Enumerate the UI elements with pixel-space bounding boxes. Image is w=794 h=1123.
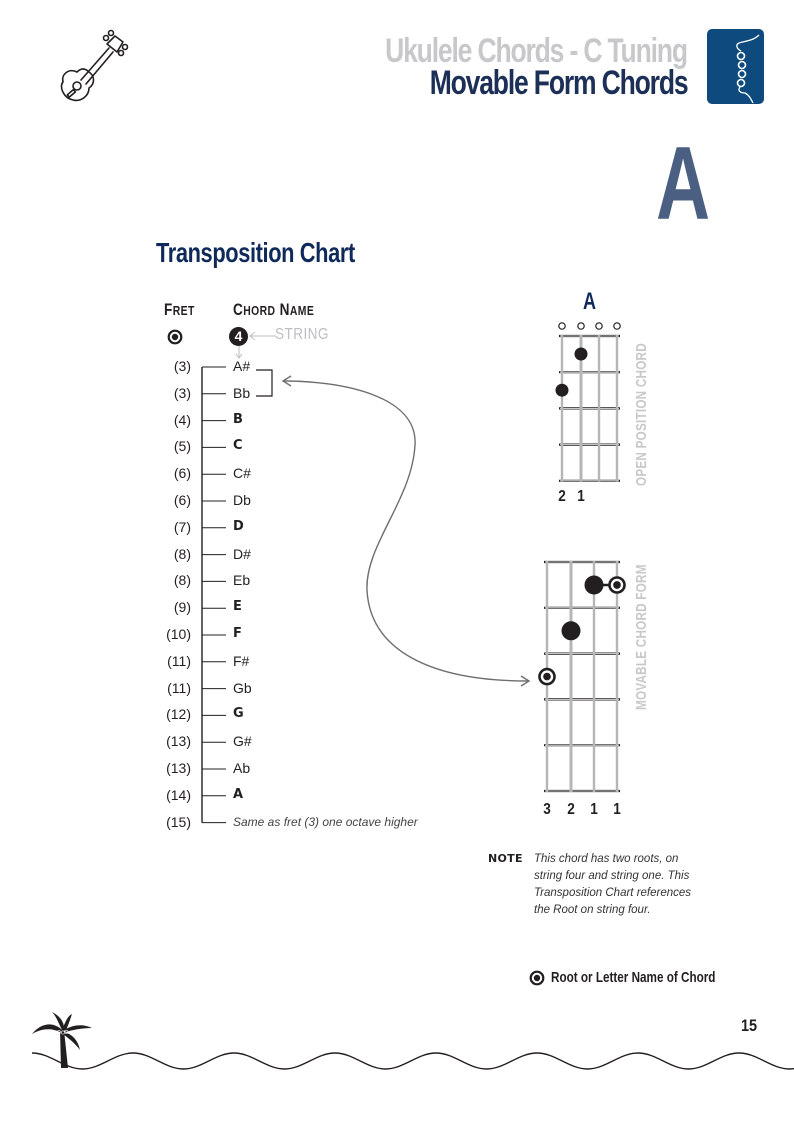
fret-number: (5) — [173, 438, 191, 455]
fret-number: (8) — [173, 545, 191, 562]
chord-name: Bb — [233, 384, 251, 401]
fret-number: (13) — [166, 733, 191, 750]
chord-name: Gb — [233, 679, 252, 696]
name-header-initial: N — [279, 300, 290, 319]
fret-number: (6) — [173, 492, 191, 508]
chord-name: C# — [233, 465, 251, 482]
chord-name: Db — [233, 492, 251, 508]
fret-number: (10) — [166, 626, 191, 642]
chord-name: G# — [233, 733, 252, 750]
note-text: This chord has two roots, on string four and string one. This Transposition Chart references the Root on string four. — [534, 853, 692, 916]
fret-number: (6) — [173, 465, 191, 482]
fret-number: (3) — [173, 358, 191, 374]
fret-number: (14) — [166, 786, 191, 803]
open-string-marker — [596, 323, 602, 329]
root-ring-icon — [529, 970, 545, 986]
finger-number: 2 — [567, 801, 575, 818]
fret-number: (7) — [173, 518, 191, 535]
open-chord-side-label: OPEN POSITION CHORD — [633, 343, 650, 486]
chord-header-rest: HORD — [243, 303, 276, 318]
chord-name: E — [233, 599, 242, 615]
chord-name: B — [233, 411, 243, 427]
chord-name: Ab — [233, 760, 251, 776]
chord-name: F# — [233, 652, 250, 669]
chord-name: Eb — [233, 572, 251, 589]
fret-number: (8) — [173, 572, 191, 589]
finger-dot — [585, 576, 604, 595]
chord-name: A# — [233, 358, 251, 374]
page-number: 15 — [741, 1016, 758, 1035]
chord-name: F — [233, 626, 242, 641]
finger-number: 3 — [543, 801, 551, 818]
chord-name: Same as fret (3) one octave higher — [233, 814, 418, 829]
finger-number: 1 — [577, 488, 585, 505]
name-header-rest: AME — [289, 303, 315, 318]
fret-number: (15) — [166, 813, 191, 830]
finger-number: 1 — [613, 801, 621, 818]
legend-text: Root or Letter Name of Chord — [551, 969, 716, 986]
finger-number: 2 — [558, 488, 566, 505]
finger-dot — [562, 621, 581, 640]
open-chord-title: A — [583, 288, 597, 315]
open-string-marker — [559, 323, 565, 329]
string-number-badge: 4 — [229, 327, 248, 346]
finger-dot — [575, 348, 588, 361]
connector-arrow — [284, 381, 528, 681]
movable-chord-side-label: MOVABLE CHORD FORM — [633, 564, 650, 710]
movable-chord-diagram — [540, 561, 625, 792]
open-chord-diagram — [556, 323, 621, 482]
chord-header-initial: C — [233, 300, 244, 319]
string-label: STRING — [275, 326, 329, 343]
chord-name: D# — [233, 545, 251, 562]
fret-number: (11) — [167, 679, 191, 696]
finger-dot — [556, 384, 569, 397]
fret-number: (3) — [173, 384, 191, 401]
open-string-marker — [614, 323, 620, 329]
section-title: Transposition Chart — [156, 237, 355, 268]
fret-number: (11) — [167, 652, 191, 669]
chord-letter: A — [656, 126, 711, 242]
enharmonic-bracket — [256, 370, 272, 396]
header-title-tuning: Ukulele Chords - C Tuning — [385, 32, 687, 70]
chord-name: A — [233, 786, 244, 802]
note-label: NOTE — [488, 852, 523, 865]
fret-number: (13) — [166, 760, 191, 776]
chart-tree-lines — [202, 367, 226, 823]
header-title-section: Movable Form Chords — [429, 64, 687, 102]
root-marker-center — [613, 581, 621, 589]
chord-name: D — [233, 518, 244, 534]
fret-number: (9) — [173, 599, 191, 616]
fret-number: (12) — [166, 706, 191, 723]
finger-number: 1 — [590, 801, 598, 818]
root-marker-center — [543, 673, 551, 681]
fret-header-rest: RET — [172, 303, 195, 318]
open-string-marker — [578, 323, 584, 329]
wave-decoration — [32, 1053, 794, 1069]
chord-name: G — [233, 706, 244, 722]
fret-header-initial: F — [164, 300, 173, 319]
fret-number: (4) — [173, 411, 191, 428]
chord-name: C — [233, 438, 243, 454]
palm-tree-icon — [28, 1008, 98, 1072]
